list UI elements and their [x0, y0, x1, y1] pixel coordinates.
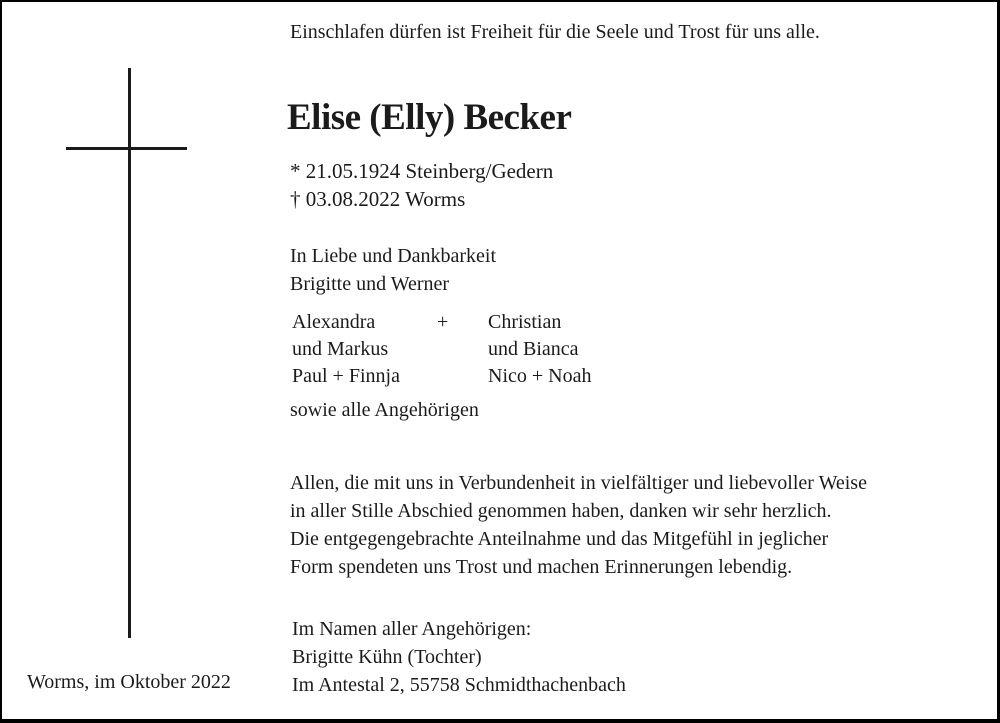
- family-member: und Bianca: [488, 338, 579, 360]
- deceased-name: Elise (Elly) Becker: [287, 97, 572, 138]
- family-column-right: [488, 309, 591, 390]
- place-date: Worms, im Oktober 2022: [27, 671, 231, 693]
- tribute-block: [290, 242, 496, 298]
- on-behalf-line: Im Namen aller Angehörigen:: [292, 618, 532, 640]
- contact-address: Im Antestal 2, 55758 Schmidthachenbach: [292, 674, 626, 696]
- life-dates: [290, 157, 553, 213]
- family-column-separator: +: [437, 311, 449, 333]
- thanks-line: Die entgegengebrachte Anteilnahme und das Mitgefühl in jeglicher: [290, 528, 829, 550]
- cross-vertical-bar: [128, 68, 131, 638]
- family-column-left: [292, 309, 400, 390]
- family-member: Christian: [488, 311, 562, 333]
- family-member: Paul + Finnja: [292, 365, 400, 387]
- thanks-paragraph: [290, 469, 867, 581]
- closing-block: [292, 615, 626, 699]
- thanks-line: in aller Stille Abschied genommen haben, danken wir sehr herzlich.: [290, 500, 832, 522]
- contact-name: Brigitte Kühn (Tochter): [292, 646, 482, 668]
- birth-line: * 21.05.1924 Steinberg/Gedern: [290, 159, 554, 183]
- relatives-line: sowie alle Angehörigen: [290, 399, 479, 421]
- family-member: Nico + Noah: [488, 365, 592, 387]
- tribute-line: In Liebe und Dankbarkeit: [290, 245, 497, 267]
- cross-horizontal-bar: [66, 147, 187, 150]
- family-member: Alexandra: [292, 311, 376, 333]
- thanks-line: Allen, die mit uns in Verbundenheit in vielfältiger und liebevoller Weise: [290, 472, 867, 494]
- thanks-line: Form spendeten uns Trost und machen Erinnerungen lebendig.: [290, 556, 793, 578]
- family-member: und Markus: [292, 338, 389, 360]
- death-line: † 03.08.2022 Worms: [290, 187, 466, 211]
- epigraph: Einschlafen dürfen ist Freiheit für die Seele und Trost für uns alle.: [290, 21, 820, 43]
- tribute-names: Brigitte und Werner: [290, 273, 450, 295]
